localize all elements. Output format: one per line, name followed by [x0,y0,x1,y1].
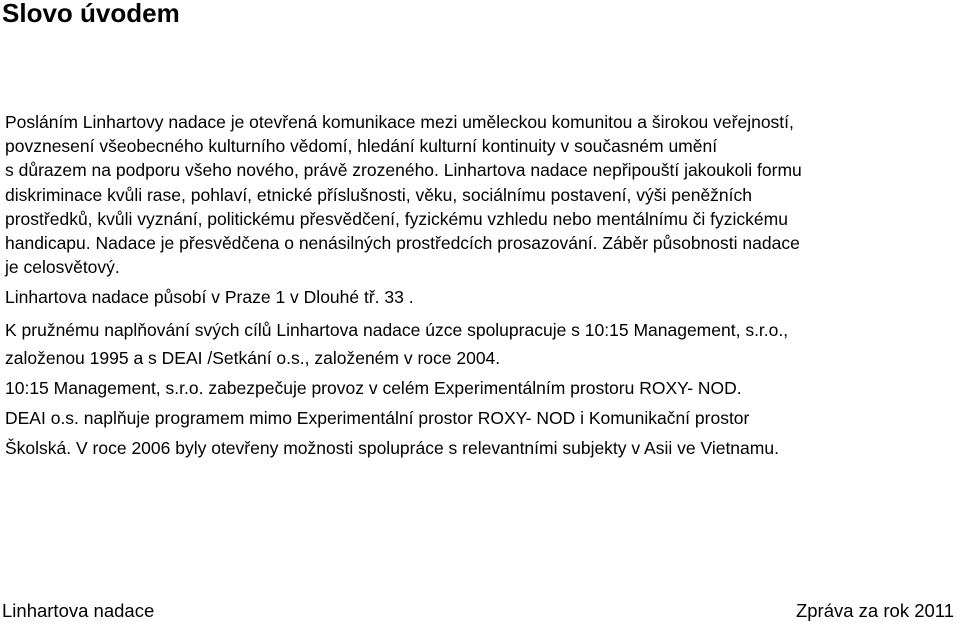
body-line-12: DEAI o.s. naplňuje programem mimo Experimentální prostor ROXY- NOD i Komunikační prostor [5,408,750,428]
footer-organization: Linhartova nadace [2,600,155,621]
body-line-2: povznesení všeobecného kulturního vědomí, hledání kulturní kontinuity v současném umění [5,136,718,156]
body-line-5: prostředků, kvůli vyznání, politickému přesvědčení, fyzickému vzhledu nebo mentálnímu či fyzickému [5,209,788,229]
body-line-13: Školská. V roce 2006 byly otevřeny možnosti spolupráce s relevantními subjekty v Asii ve Vietnamu. [5,438,779,458]
body-line-8: Linhartova nadace působí v Praze 1 v Dlouhé tř. 33 . [5,287,414,307]
body-line-11: 10:15 Management, s.r.o. zabezpečuje provoz v celém Experimentálním prostoru ROXY- NOD. [5,378,742,398]
page-title: Slovo úvodem [2,0,180,28]
body-line-7: je celosvětový. [5,257,120,277]
footer-report-label: Zpráva za rok 2011 [795,600,954,621]
body-line-4: diskriminace kvůli rase, pohlaví, etnické příslušnosti, věku, sociálnímu postavení, výši peněžních [5,185,753,205]
body-line-3: s důrazem na podporu všeho nového, právě zrozeného. Linhartova nadace nepřipouští jakoukoli formu [5,160,802,180]
body-line-9: K pružnému naplňování svých cílů Linhartova nadace úzce spolupracuje s 10:15 Management, s.r.o., [5,320,789,340]
body-line-1: Posláním Linhartovy nadace je otevřená komunikace mezi uměleckou komunitou a širokou veřejností, [5,112,794,132]
body-line-10: založenou 1995 a s DEAI /Setkání o.s., založeném v roce 2004. [5,348,501,368]
body-line-6: handicapu. Nadace je přesvědčena o nenásilných prostředcích prosazování. Záběr působnosti nadace [5,233,800,253]
